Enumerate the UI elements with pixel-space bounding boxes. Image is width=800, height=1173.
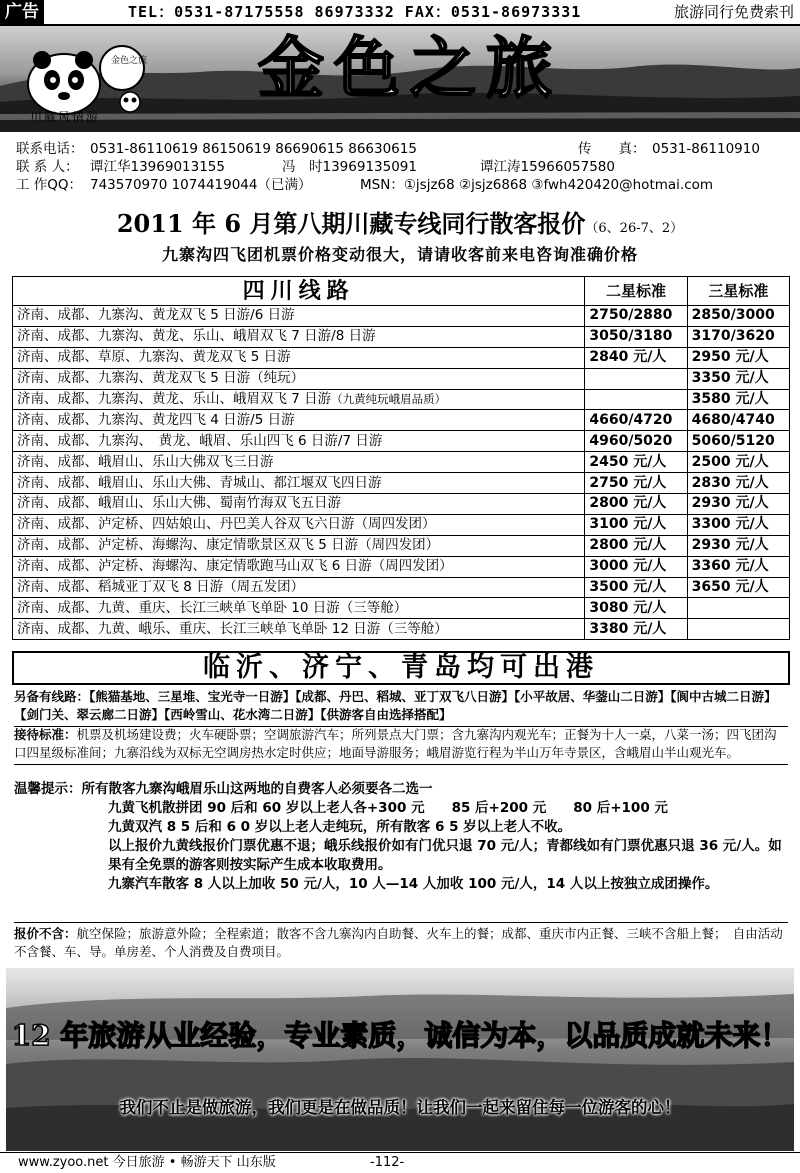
route-name bbox=[13, 347, 585, 368]
route-name bbox=[13, 514, 585, 535]
extra-routes-text: 【熊猫基地、三星堆、宝光寺一日游】【成都、丹巴、稻城、亚丁双飞八日游】【小平故居、华蓥山二日游】【阆中古城二日游】【剑门关、翠云廊二日游】【西岭雪山、花水湾二日游】【供游客自由选择搭配】 bbox=[14, 689, 777, 722]
route-name bbox=[13, 619, 585, 640]
headline-period: （6、26-7、2） bbox=[585, 221, 684, 236]
route-name bbox=[13, 452, 585, 473]
person-label: 联 系 人： bbox=[16, 159, 79, 175]
price-two-star bbox=[585, 368, 687, 389]
price-two-star: 2800 元/人 bbox=[585, 535, 687, 556]
price-exclusions bbox=[14, 922, 788, 961]
price-three-star: 2850/3000 bbox=[687, 306, 789, 327]
table-row bbox=[13, 368, 790, 389]
extra-routes bbox=[14, 688, 788, 727]
reminder-line-4: 以上报价九黄线报价门票优惠不退；峨乐线报价如有门优只退 70 元/人；青都线如有门票优惠只退 36 元/人。如果有全免票的游客则按实际产生成本收取费用。 bbox=[108, 838, 782, 873]
price-two-star bbox=[585, 389, 687, 410]
logo-caption: 川藏风情游 bbox=[30, 110, 101, 124]
reminder-line-1: 所有散客九寨沟峨眉乐山这两地的自费客人必须要各二选一 bbox=[81, 781, 433, 797]
route-text: 济南、成都、草原、九寨沟、黄龙双飞 5 日游 bbox=[17, 349, 291, 366]
table-row bbox=[13, 577, 790, 598]
route-name bbox=[13, 389, 585, 410]
route-text: 济南、成都、九寨沟、黄龙四飞 4 日游/5 日游 bbox=[17, 411, 295, 428]
footer-site: www.zyoo.net 今日旅游 • 畅游天下 山东版 bbox=[18, 1155, 276, 1170]
fax-number: 0531-86110910 bbox=[652, 141, 760, 157]
price-three-star: 3580 元/人 bbox=[687, 389, 789, 410]
table-row bbox=[13, 326, 790, 347]
reminder-line-3: 九黄双汽 8 5 后和 6 0 岁以上老人走纯玩，所有散客 6 5 岁以上老人不收。 bbox=[108, 819, 572, 835]
price-two-star: 3380 元/人 bbox=[585, 619, 687, 640]
headline bbox=[0, 204, 800, 239]
route-text: 济南、成都、峨眉山、乐山大佛、青城山、都江堰双飞四日游 bbox=[17, 474, 382, 491]
price-three-star: 2950 元/人 bbox=[687, 347, 789, 368]
table-row bbox=[13, 598, 790, 619]
contact-person-1: 谭江华13969013155 bbox=[90, 159, 225, 175]
reminder-block bbox=[14, 780, 788, 894]
price-two-star: 4660/4720 bbox=[585, 410, 687, 431]
column-header-two-star: 二星标准 bbox=[585, 277, 687, 306]
bottom-landscape-banner bbox=[6, 968, 794, 1151]
tel-fax-line: TEL：0531-87175558 86973332 FAX：0531-86973331 bbox=[128, 3, 582, 21]
route-name bbox=[13, 431, 585, 452]
route-name bbox=[13, 368, 585, 389]
logo-badge: 金色之旅 bbox=[110, 56, 147, 66]
table-row bbox=[13, 514, 790, 535]
standards-label: 接待标准： bbox=[14, 727, 77, 742]
qq-row bbox=[16, 176, 786, 194]
departure-ports: 临沂、济宁、青岛均可出港 bbox=[12, 651, 790, 685]
price-two-star: 3500 元/人 bbox=[585, 577, 687, 598]
price-two-star: 2750 元/人 bbox=[585, 473, 687, 494]
price-three-star bbox=[687, 598, 789, 619]
price-two-star: 2750/2880 bbox=[585, 306, 687, 327]
route-text: 济南、成都、泸定桥、海螺沟、康定情歌跑马山双飞 6 日游（周四发团） bbox=[17, 558, 453, 575]
route-text: 济南、成都、峨眉山、乐山大佛双飞三日游 bbox=[17, 453, 274, 470]
qq-label: 工 作QQ： bbox=[16, 177, 83, 193]
table-row bbox=[13, 410, 790, 431]
route-name bbox=[13, 598, 585, 619]
table-row bbox=[13, 452, 790, 473]
price-two-star: 3080 元/人 bbox=[585, 598, 687, 619]
phone-numbers: 0531-86110619 86150619 86690615 86630615 bbox=[90, 141, 417, 157]
route-text: 济南、成都、峨眉山、乐山大佛、蜀南竹海双飞五日游 bbox=[17, 495, 341, 512]
price-three-star: 3650 元/人 bbox=[687, 577, 789, 598]
route-text: 济南、成都、泸定桥、四姑娘山、丹巴美人谷双飞六日游（周四发团） bbox=[17, 516, 436, 533]
route-text: 济南、成都、九寨沟、 黄龙、峨眉、乐山四飞 6 日游/7 日游 bbox=[17, 432, 383, 449]
reminder-line-5: 九寨汽车散客 8 人以上加收 50 元/人，10 人—14 人加收 100 元/人，14 人以上按独立成团操作。 bbox=[108, 876, 719, 892]
sub-slogan: 我们不止是做旅游，我们更是在做品质！让我们一起来留住每一位游客的心！ bbox=[119, 1098, 681, 1117]
price-two-star: 3050/3180 bbox=[585, 326, 687, 347]
route-name bbox=[13, 326, 585, 347]
landscape-image bbox=[6, 968, 794, 1151]
table-row bbox=[13, 535, 790, 556]
standards-text: 机票及机场建设费；火车硬卧票；空调旅游汽车；所列景点大门票；含九寨沟内观光车；正餐为十人一桌，八菜一汤；四飞团沟口四星级标准间；九寨沿线为双标无空调房热水定时供应；地面导游服务；峨眉游览行程为半山万年寺景区，含峨眉山半山观光车。 bbox=[14, 727, 777, 760]
route-text: 济南、成都、九寨沟、黄龙双飞 5 日游/6 日游 bbox=[17, 307, 295, 324]
route-name bbox=[13, 556, 585, 577]
table-row bbox=[13, 306, 790, 327]
fax-label: 传 真： bbox=[578, 141, 646, 157]
free-catalog-label: 旅游同行免费索刊 bbox=[673, 3, 794, 21]
route-price-table bbox=[12, 276, 790, 640]
price-three-star: 3300 元/人 bbox=[687, 514, 789, 535]
brand-title: 金色之旅 bbox=[258, 29, 562, 107]
service-standards bbox=[14, 726, 788, 765]
route-name bbox=[13, 577, 585, 598]
reminder-line-2: 九黄飞机散拼团 90 后和 60 岁以上老人各+300 元 85 后+200 元 80 后+100 元 bbox=[108, 800, 668, 816]
price-three-star bbox=[687, 619, 789, 640]
reminder-label: 温馨提示： bbox=[14, 781, 82, 797]
qq-numbers: 743570970 1074419044（已满） bbox=[90, 177, 312, 193]
extra-routes-label: 另备有线路： bbox=[14, 689, 90, 704]
person-row bbox=[16, 158, 786, 176]
page-number: -112- bbox=[370, 1155, 405, 1170]
route-name bbox=[13, 494, 585, 515]
headline-title: 2011 年 6 月第八期川藏专线同行散客报价 bbox=[116, 209, 586, 238]
route-name bbox=[13, 306, 585, 327]
price-two-star: 2840 元/人 bbox=[585, 347, 687, 368]
main-slogan: 12 年旅游从业经验，专业素质，诚信为本，以品质成就未来！ bbox=[11, 1019, 789, 1052]
price-three-star: 5060/5120 bbox=[687, 431, 789, 452]
contact-person-2: 冯 时13969135091 bbox=[282, 159, 417, 175]
ad-tag: 广告 bbox=[0, 0, 44, 24]
msn-accounts: MSN：①jsjz68 ②jsjz6868 ③fwh420420@hotmai.com bbox=[360, 177, 714, 193]
price-three-star: 2930 元/人 bbox=[687, 494, 789, 515]
route-text: 济南、成都、九黄、重庆、长江三峡单飞单卧 10 日游（三等舱） bbox=[17, 599, 408, 616]
price-two-star: 3100 元/人 bbox=[585, 514, 687, 535]
price-notice: 九寨沟四飞团机票价格变动很大，请请收客前来电咨询准确价格 bbox=[161, 245, 638, 264]
price-three-star: 2830 元/人 bbox=[687, 473, 789, 494]
route-name bbox=[13, 410, 585, 431]
table-row bbox=[13, 473, 790, 494]
contact-person-3: 谭江涛15966057580 bbox=[480, 159, 615, 175]
price-two-star: 4960/5020 bbox=[585, 431, 687, 452]
route-text: 济南、成都、稻城亚丁双飞 8 日游（周五发团） bbox=[17, 579, 305, 596]
table-row bbox=[13, 389, 790, 410]
price-two-star: 2450 元/人 bbox=[585, 452, 687, 473]
price-three-star: 3350 元/人 bbox=[687, 368, 789, 389]
route-text: 济南、成都、九寨沟、黄龙、乐山、峨眉双飞 7 日游/8 日游 bbox=[17, 328, 376, 345]
price-three-star: 2930 元/人 bbox=[687, 535, 789, 556]
contact-block bbox=[16, 140, 786, 194]
table-row bbox=[13, 431, 790, 452]
price-three-star: 3170/3620 bbox=[687, 326, 789, 347]
table-row bbox=[13, 494, 790, 515]
phone-row bbox=[16, 140, 786, 158]
price-two-star: 2800 元/人 bbox=[585, 494, 687, 515]
table-row bbox=[13, 619, 790, 640]
table-row bbox=[13, 347, 790, 368]
price-three-star: 4680/4740 bbox=[687, 410, 789, 431]
price-two-star: 3000 元/人 bbox=[585, 556, 687, 577]
route-text: 济南、成都、泸定桥、海螺沟、康定情歌景区双飞 5 日游（周四发团） bbox=[17, 537, 440, 554]
price-three-star: 2500 元/人 bbox=[687, 452, 789, 473]
route-name bbox=[13, 535, 585, 556]
price-three-star: 3360 元/人 bbox=[687, 556, 789, 577]
phone-label: 联系电话： bbox=[16, 141, 84, 157]
table-row bbox=[13, 556, 790, 577]
route-text: 济南、成都、九寨沟、黄龙双飞 5 日游（纯玩） bbox=[17, 370, 305, 387]
route-name bbox=[13, 473, 585, 494]
column-header-three-star: 三星标准 bbox=[687, 277, 789, 306]
route-text: 济南、成都、九寨沟、黄龙、乐山、峨眉双飞 7 日游 bbox=[17, 391, 332, 407]
table-header-row bbox=[13, 277, 790, 306]
exclusions-text: 航空保险；旅游意外险；全程索道；散客不含九寨沟内自助餐、火车上的餐；成都、重庆市内正餐、三峡不含船上餐； 自由活动不含餐、车、导。单房差、个人消费及自费项目。 bbox=[14, 926, 783, 959]
exclusions-label: 报价不含： bbox=[14, 926, 77, 941]
route-text: 济南、成都、九黄、峨乐、重庆、长江三峡单飞单卧 12 日游（三等舱） bbox=[17, 620, 448, 637]
route-note: （九黄纯玩峨眉品质） bbox=[331, 392, 447, 406]
table-title: 四川线路 bbox=[13, 277, 585, 306]
